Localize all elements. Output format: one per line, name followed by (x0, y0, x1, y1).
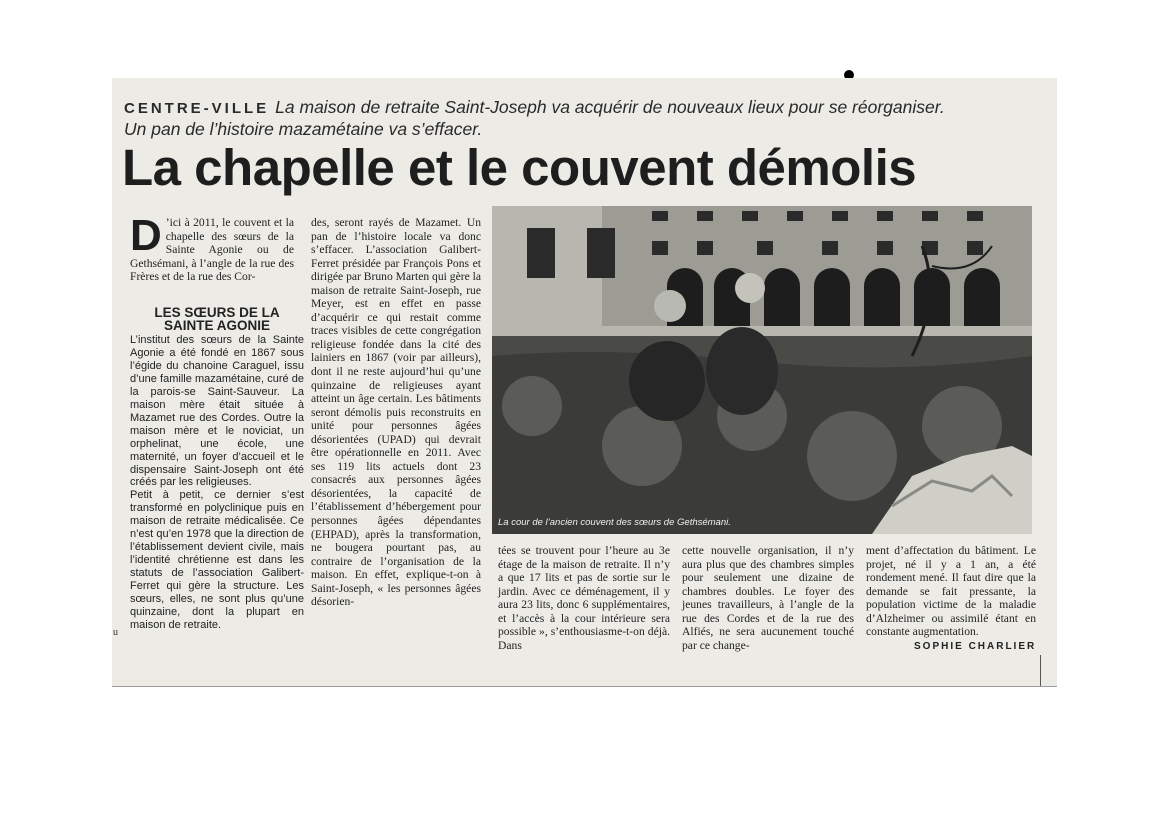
column-rule (1040, 655, 1041, 686)
sidebar-paragraph: Petit à petit, ce dernier s’est transformé en polyclinique puis en maison de retraite médicalisée. Ce n’est qu’en 1978 que la direction de l’établissement devient civile, mais l’identité chrétienne est dans les statuts de l’association Galibert-Ferret qui gère la structure. Les sœurs, elles, ne sont plus qu’une quinzaine, dont la plupart en maison de retraite. (130, 489, 304, 631)
byline: SOPHIE CHARLIER (914, 641, 1037, 652)
kicker-text: La maison de retraite Saint-Joseph va acquérir de nouveaux lieux pour se réorganiser. Un pan de l’histoire mazamétaine va s’effacer. (124, 97, 945, 139)
stray-mark: u (113, 627, 118, 638)
sidebar-box (130, 306, 304, 632)
rubric: CENTRE-VILLE (124, 100, 270, 117)
sidebar-paragraph: L’institut des sœurs de la Sainte Agonie a été fondé en 1867 sous l’égide du chanoine Caraguel, issu d’une famille mazamétaine, curé de la parois-se Saint-Sauveur. La maison mère était située à Mazamet rue des Cordes. Outre la maison mère et le noviciat, un orphelinat, une école, une maternité, un foyer d’accueil et le dispensaire Saint-Joseph ont été créés par les religieuses. (130, 334, 304, 489)
kicker (124, 97, 964, 139)
column-4-text: cette nouvelle organisation, il n’y aura plus que des chambres simples pour seulement une dizaine de chambres doubles. Le foyer des jeunes travailleurs, à l’angle de la rue des Cordes et de la rue des Alfiés, ne sera aucunement touché par ce change- (682, 544, 854, 652)
column-5-text: ment d’affectation du bâtiment. Le projet, né il y a 1 an, a été rondement mené. Il faut dire que la demande se fait pressante, la population victime de la maladie d’Alzheimer ou assimilé étant en constante augmentation. (866, 544, 1036, 639)
photo (492, 206, 1032, 534)
courtyard-photo (492, 206, 1032, 534)
column-5 (866, 544, 1036, 639)
column-1-intro (130, 211, 294, 284)
sidebar-title: LES SŒURS DE LA SAINTE AGONIE (154, 305, 280, 333)
drop-cap: D (130, 211, 162, 260)
column-2-text: des, seront rayés de Mazamet. Un pan de l’histoire locale va donc s’effacer. L’association Galibert-Ferret présidée par François Pons et dirigée par Bruno Marten qui gère la maison de retraite Saint-Joseph, rue Meyer, est en effet en passe d’acquérir ce qui restait comme traces visibles de cette congrégation religieuse fondée dans la cité des lainiers en 1867 (voir par ailleurs), dont il ne reste aujourd’hui qu’une quinzaine de religieuses ayant atteint un âge certain. Les bâtiments seront démolis puis reconstruits en unité pour personnes âgées désorientées (UPAD) qui devrait être opérationnelle en 2011. Avec ses 119 lits actuels dont 23 consacrés aux personnes âgées désorientées, la capacité de l’établissement d’hébergement pour personnes âgées dépendantes (EHPAD), après la transformation, ne bougera pourtant pas, au contraire de l’organisation de la maison. En effet, explique-t-on à Saint-Joseph, « les personnes âgées désorien- (311, 216, 481, 609)
column-4 (682, 544, 854, 652)
intro-text: ’ici à 2011, le couvent et la chapelle des sœurs de la Sainte Agonie ou de Gethsémani, à l’angle de la rue des Frères et de la rue des Cor- (130, 216, 294, 284)
headline: La chapelle et le couvent démolis (122, 139, 917, 196)
photo-caption: La cour de l’ancien couvent des sœurs de Gethsémani. (498, 517, 731, 528)
column-3-text: tées se trouvent pour l’heure au 3e étage de la maison de retraite. Il n’y a que 17 lits et pas de sortie sur le jardin. Avec ce déménagement, il y aura 23 lits, donc 6 supplémentaires, et l’accès à la cour intérieure sera possible », s’enthousiasme-t-on déjà. Dans (498, 544, 670, 652)
column-2 (311, 216, 481, 609)
column-3 (498, 544, 670, 652)
